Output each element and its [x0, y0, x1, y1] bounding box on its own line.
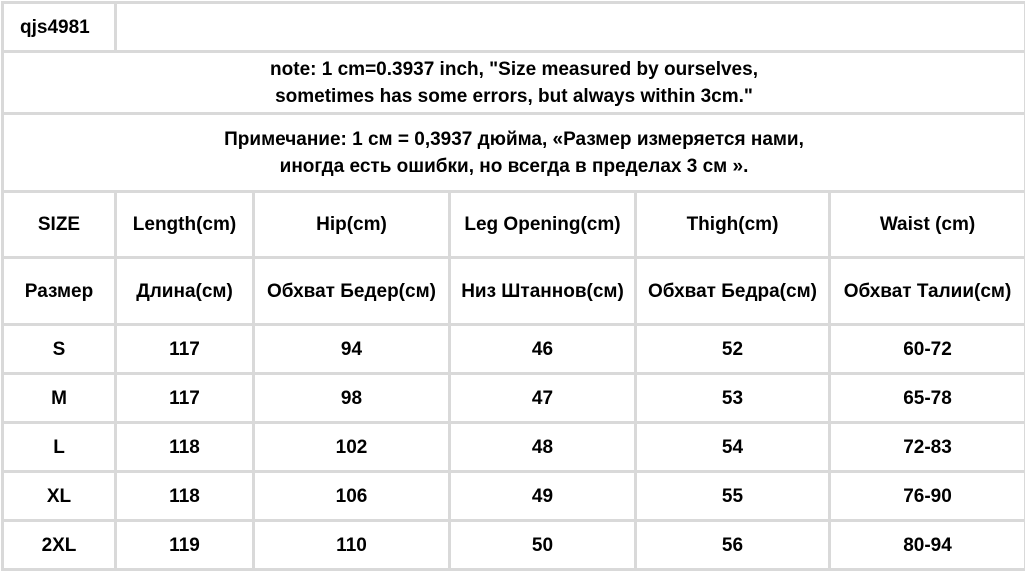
header-en-hip: Hip(cm) [254, 192, 450, 258]
cell-hip: 98 [254, 374, 450, 423]
cell-leg-opening: 46 [450, 325, 636, 374]
header-row-en [3, 192, 1025, 258]
cell-size: M [3, 374, 116, 423]
cell-length: 118 [116, 423, 254, 472]
cell-waist: 80-94 [830, 521, 1025, 570]
header-ru-leg-opening: Низ Штаннов(см) [450, 258, 636, 325]
cell-waist: 72-83 [830, 423, 1025, 472]
header-ru-size: Размер [3, 258, 116, 325]
cell-leg-opening: 48 [450, 423, 636, 472]
header-en-size: SIZE [3, 192, 116, 258]
header-ru-hip: Обхват Бедер(см) [254, 258, 450, 325]
cell-length: 117 [116, 325, 254, 374]
cell-waist: 60-72 [830, 325, 1025, 374]
cell-leg-opening: 47 [450, 374, 636, 423]
table-row-m [3, 374, 1025, 423]
cell-length: 117 [116, 374, 254, 423]
table-row-2xl [3, 521, 1025, 570]
cell-size: XL [3, 472, 116, 521]
header-en-thigh: Thigh(cm) [636, 192, 830, 258]
cell-thigh: 55 [636, 472, 830, 521]
cell-length: 118 [116, 472, 254, 521]
table-row-xl [3, 472, 1025, 521]
table-row-s [3, 325, 1025, 374]
cell-thigh: 53 [636, 374, 830, 423]
note-ru-line-1: Примечание: 1 см = 0,3937 дюйма, «Размер измеряется нами, [4, 126, 1024, 153]
cell-leg-opening: 50 [450, 521, 636, 570]
cell-waist: 65-78 [830, 374, 1025, 423]
note-ru-line-2: иногда есть ошибки, но всегда в пределах 3 см ». [4, 153, 1024, 180]
product-code-row [3, 3, 1025, 52]
note-ru [3, 114, 1025, 192]
cell-length: 119 [116, 521, 254, 570]
header-en-leg-opening: Leg Opening(cm) [450, 192, 636, 258]
cell-hip: 94 [254, 325, 450, 374]
cell-size: 2XL [3, 521, 116, 570]
product-code-blank-cell [116, 3, 1025, 52]
size-chart-table [1, 1, 1025, 571]
header-en-waist: Waist (cm) [830, 192, 1025, 258]
cell-thigh: 54 [636, 423, 830, 472]
cell-size: L [3, 423, 116, 472]
table-row-l [3, 423, 1025, 472]
cell-waist: 76-90 [830, 472, 1025, 521]
cell-thigh: 56 [636, 521, 830, 570]
cell-hip: 106 [254, 472, 450, 521]
note-ru-row [3, 114, 1025, 192]
cell-leg-opening: 49 [450, 472, 636, 521]
header-ru-length: Длина(см) [116, 258, 254, 325]
note-en [3, 52, 1025, 114]
cell-hip: 102 [254, 423, 450, 472]
note-en-line-1: note: 1 cm=0.3937 inch, "Size measured by ourselves, [4, 56, 1024, 83]
cell-hip: 110 [254, 521, 450, 570]
product-code: qjs4981 [3, 3, 116, 52]
note-en-line-2: sometimes has some errors, but always within 3cm." [4, 83, 1024, 110]
note-en-row [3, 52, 1025, 114]
cell-thigh: 52 [636, 325, 830, 374]
header-row-ru [3, 258, 1025, 325]
header-ru-waist: Обхват Талии(см) [830, 258, 1025, 325]
header-ru-thigh: Обхват Бедра(см) [636, 258, 830, 325]
header-en-length: Length(cm) [116, 192, 254, 258]
cell-size: S [3, 325, 116, 374]
